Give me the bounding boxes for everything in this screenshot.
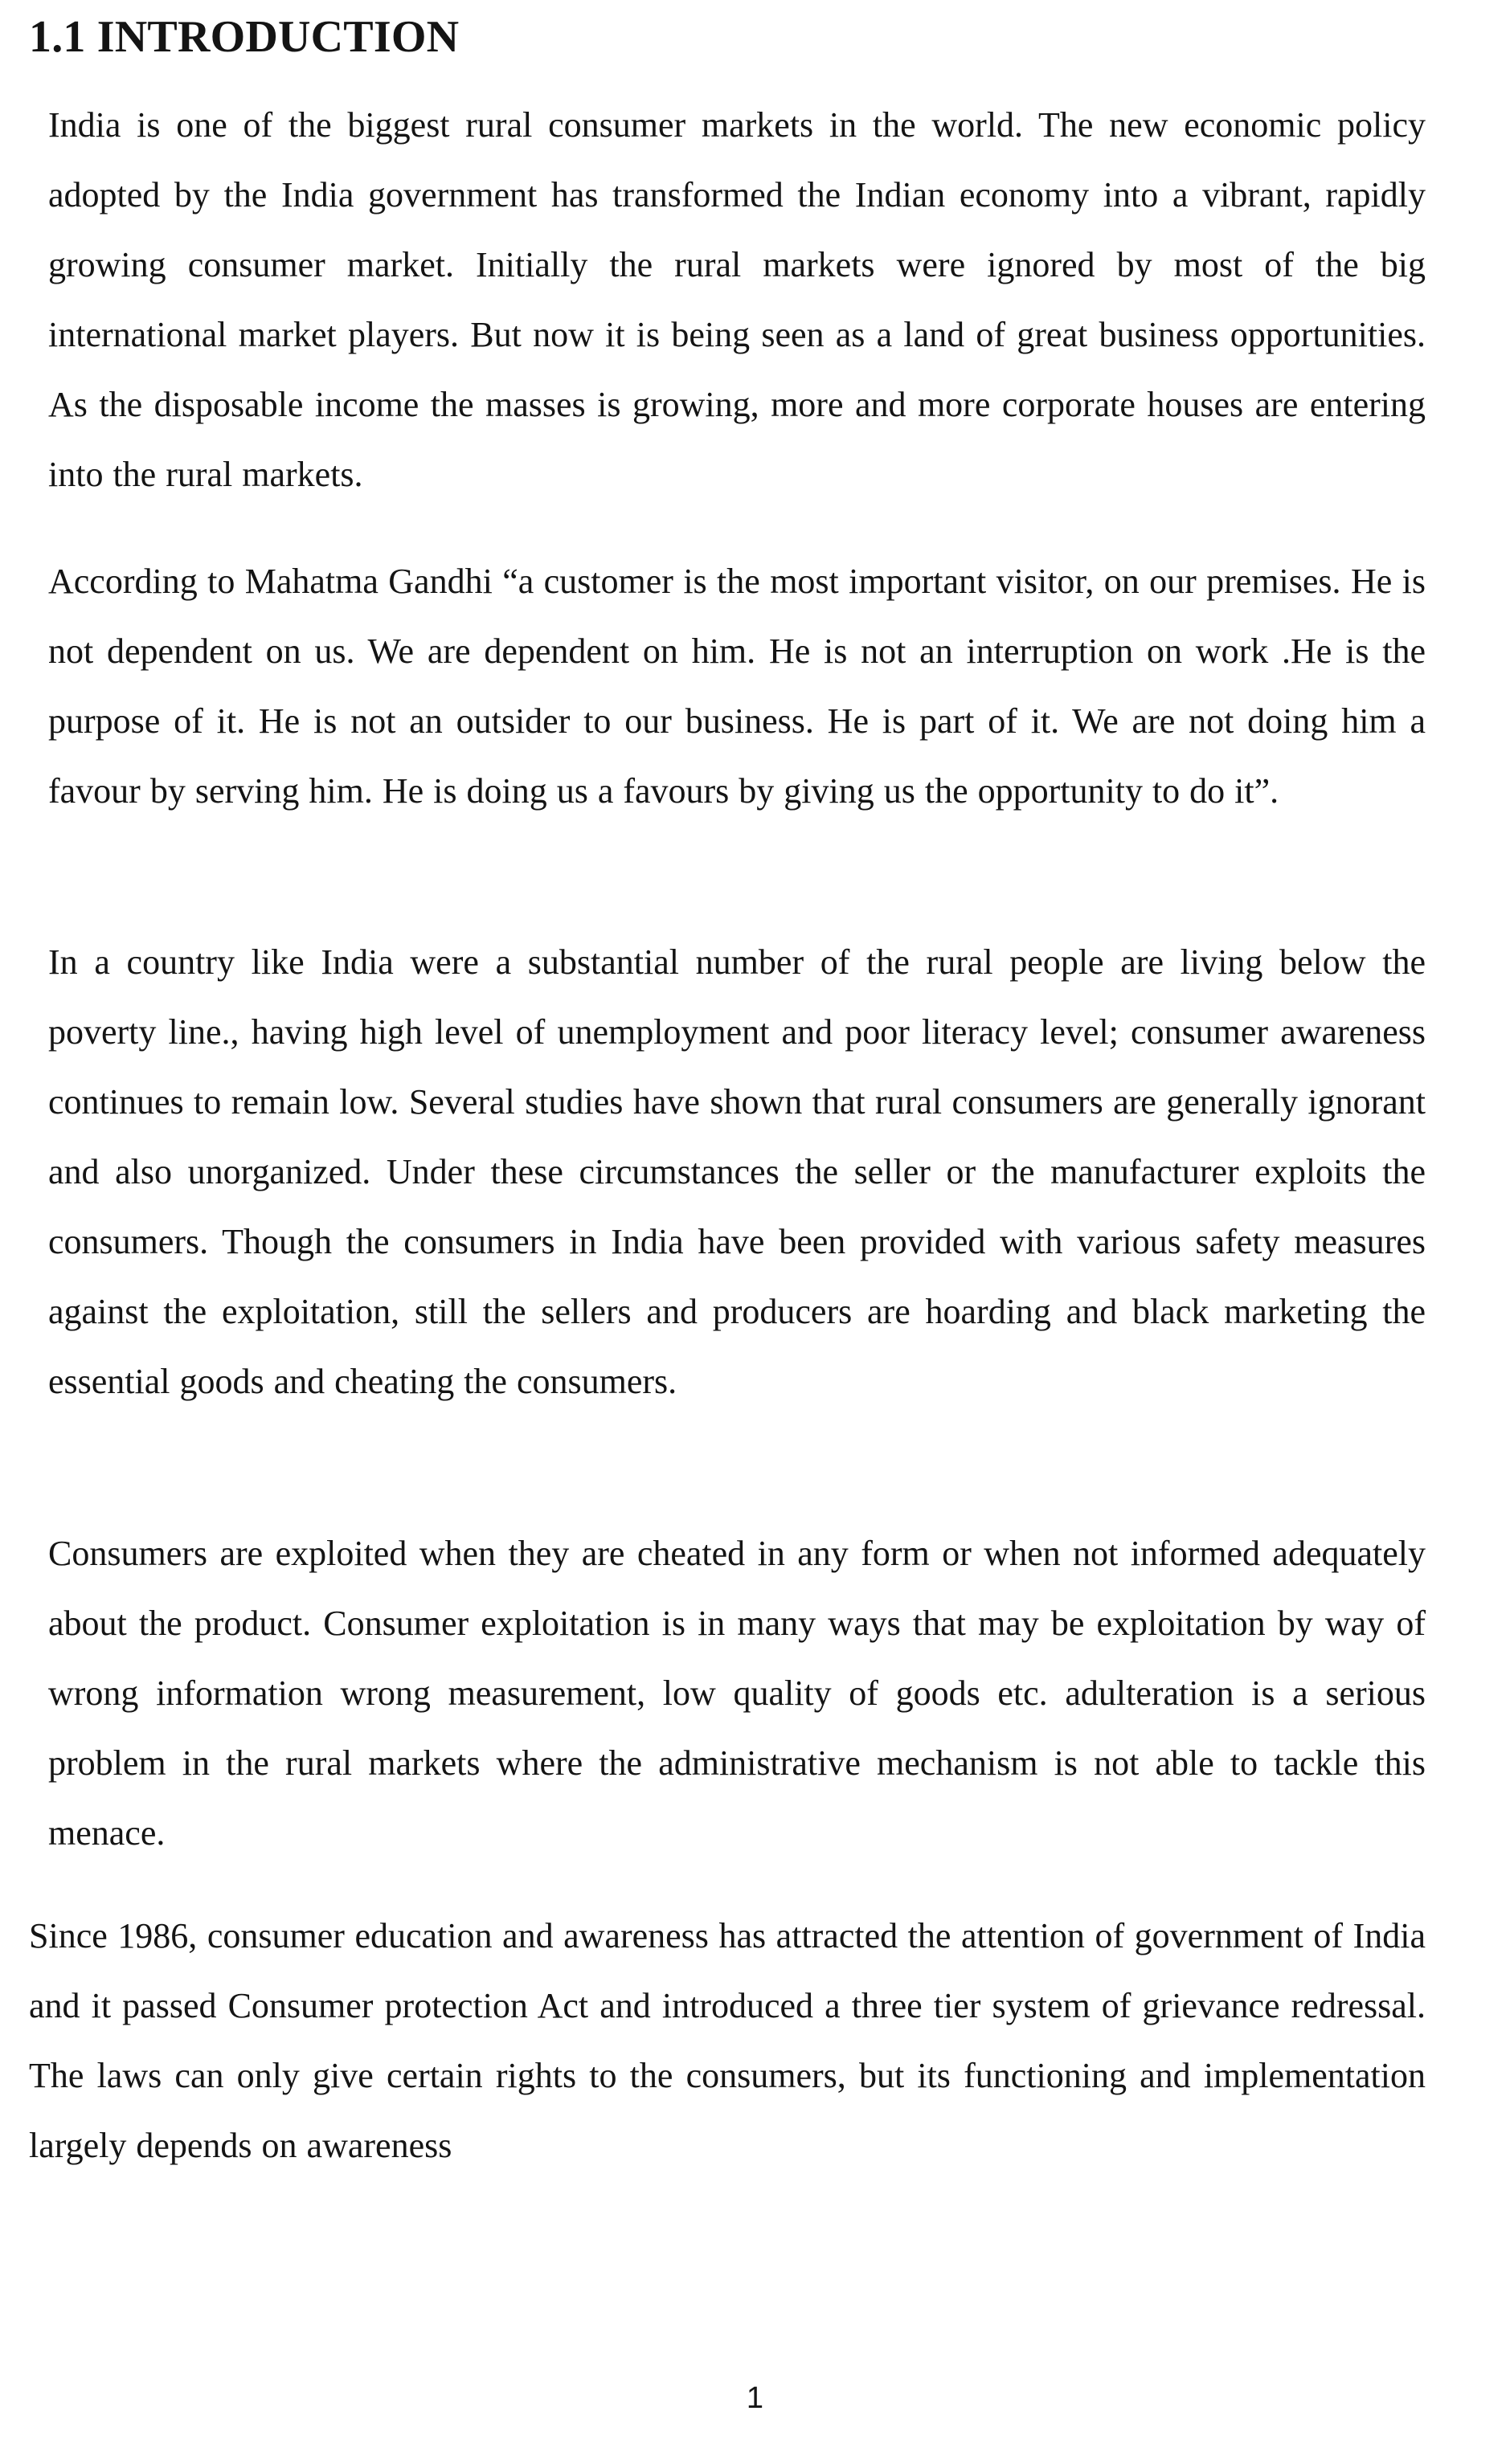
paragraph-consumer-protection-act: Since 1986, consumer education and awareness has attracted the attention of government of India and it passed Consumer protection Act and introduced a three tier system of grievance redressal. The laws can only give certain rights to the consumers, but its functioning and implementation largely depends on awareness: [29, 1916, 1426, 2165]
paragraph-gandhi-quote: According to Mahatma Gandhi “a customer is the most important visitor, on our premises. He is not dependent on us. We are dependent on him. He is not an interruption on work .He is the purpose of it. He is not an outsider to our business. He is part of it. We are not doing him a favour by serving him. He is doing us a favours by giving us the opportunity to do it”.: [48, 562, 1426, 811]
page-number: 1: [746, 2381, 764, 2415]
paragraph-rural-markets: India is one of the biggest rural consumer markets in the world. The new economic policy adopted by the India government has transformed the Indian economy into a vibrant, rapidly growing consumer market. Initially the rural markets were ignored by most of the big international market players. But now it is being seen as a land of great business opportunities. As the disposable income the masses is growing, more and more corporate houses are entering into the rural markets.: [48, 105, 1426, 494]
section-heading: 1.1 INTRODUCTION: [29, 12, 460, 62]
paragraph-consumer-exploitation: Consumers are exploited when they are cheated in any form or when not informed adequately about the product. Consumer exploitation is in many ways that may be exploitation by way of wrong information wrong measurement, low quality of goods etc. adulteration is a serious problem in the rural markets where the administrative mechanism is not able to tackle this menace.: [48, 1534, 1426, 1853]
paragraph-consumer-awareness: In a country like India were a substantial number of the rural people are living below the poverty line., having high level of unemployment and poor literacy level; consumer awareness continues to remain low. Several studies have shown that rural consumers are generally ignorant and also unorganized. Under these circumstances the seller or the manufacturer exploits the consumers. Though the consumers in India have been provided with various safety measures against the exploitation, still the sellers and producers are hoarding and black marketing the essential goods and cheating the consumers.: [48, 942, 1426, 1401]
